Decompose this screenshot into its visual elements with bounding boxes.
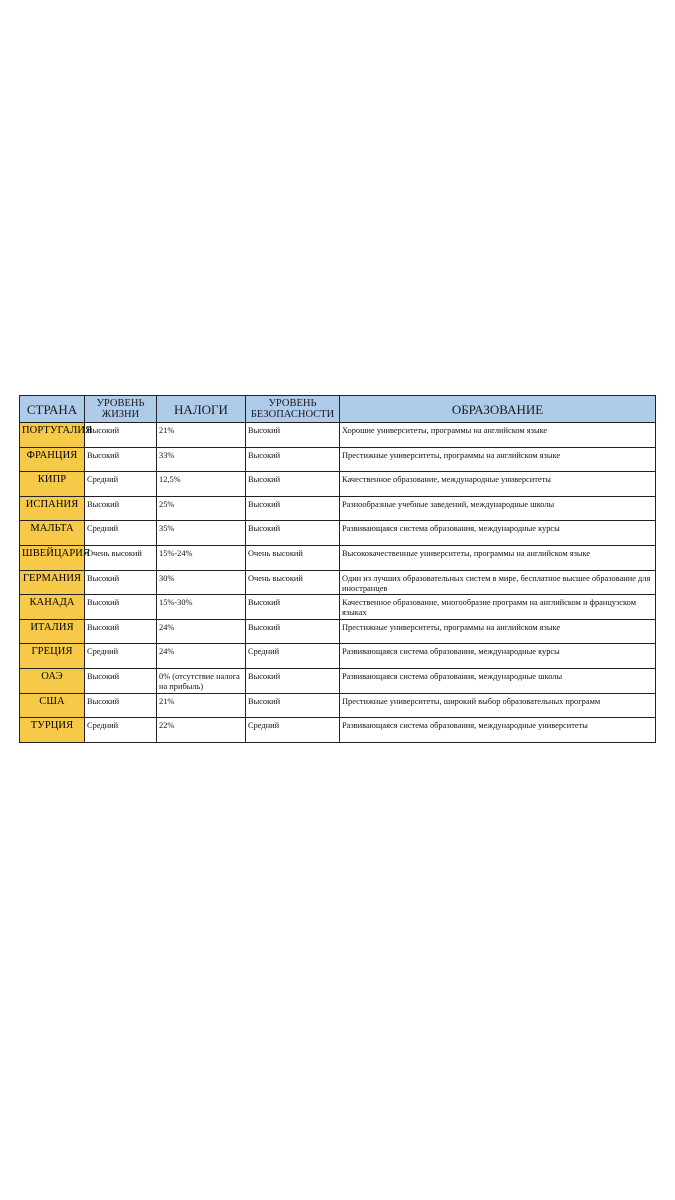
education-cell: Престижные университеты, широкий выбор образовательных программ <box>340 693 656 718</box>
safety-cell: Высокий <box>246 447 340 472</box>
safety-cell: Средний <box>246 718 340 743</box>
country-cell: КАНАДА <box>20 595 85 620</box>
taxes-cell: 24% <box>157 644 246 669</box>
safety-cell: Высокий <box>246 496 340 521</box>
safety-cell: Высокий <box>246 521 340 546</box>
education-cell: Разнообразные учебные заведений, международные школы <box>340 496 656 521</box>
table-row <box>20 472 656 497</box>
country-cell: ГРЕЦИЯ <box>20 644 85 669</box>
living-standard-cell: Средний <box>85 472 157 497</box>
country-cell: ОАЭ <box>20 668 85 693</box>
taxes-cell: 21% <box>157 423 246 448</box>
table-row <box>20 693 656 718</box>
taxes-cell: 12,5% <box>157 472 246 497</box>
country-cell: ИТАЛИЯ <box>20 619 85 644</box>
taxes-cell: 22% <box>157 718 246 743</box>
country-cell: ПОРТУГАЛИЯ <box>20 423 85 448</box>
safety-cell: Высокий <box>246 472 340 497</box>
education-cell: Качественное образование, международные университеты <box>340 472 656 497</box>
taxes-cell: 15%-30% <box>157 595 246 620</box>
education-cell: Качественное образование, многообразие программ на английском и французском языках <box>340 595 656 620</box>
table-row <box>20 668 656 693</box>
living-standard-cell: Средний <box>85 718 157 743</box>
education-cell: Развивающаяся система образования, международные школы <box>340 668 656 693</box>
living-standard-cell: Высокий <box>85 423 157 448</box>
table-row <box>20 570 656 595</box>
table-row <box>20 521 656 546</box>
living-standard-cell: Очень высокий <box>85 545 157 570</box>
header-taxes: НАЛОГИ <box>157 396 246 423</box>
safety-cell: Высокий <box>246 595 340 620</box>
safety-cell: Средний <box>246 644 340 669</box>
table-row <box>20 545 656 570</box>
header-row <box>20 396 656 423</box>
table-row <box>20 644 656 669</box>
safety-cell: Высокий <box>246 423 340 448</box>
country-cell: МАЛЬТА <box>20 521 85 546</box>
living-standard-cell: Средний <box>85 644 157 669</box>
taxes-cell: 24% <box>157 619 246 644</box>
comparison-table-container <box>19 395 655 743</box>
country-cell: ФРАНЦИЯ <box>20 447 85 472</box>
safety-cell: Высокий <box>246 693 340 718</box>
header-safety: УРОВЕНЬ БЕЗОПАСНОСТИ <box>246 396 340 423</box>
taxes-cell: 35% <box>157 521 246 546</box>
living-standard-cell: Высокий <box>85 496 157 521</box>
education-cell: Развивающаяся система образования, международные курсы <box>340 521 656 546</box>
header-country: СТРАНА <box>20 396 85 423</box>
taxes-cell: 33% <box>157 447 246 472</box>
safety-cell: Очень высокий <box>246 570 340 595</box>
living-standard-cell: Средний <box>85 521 157 546</box>
education-cell: Развивающаяся система образования, международные университеты <box>340 718 656 743</box>
safety-cell: Высокий <box>246 619 340 644</box>
living-standard-cell: Высокий <box>85 668 157 693</box>
taxes-cell: 15%-24% <box>157 545 246 570</box>
education-cell: Один из лучших образовательных систем в мире, бесплатное высшее образование для иностранцев <box>340 570 656 595</box>
education-cell: Престижные университеты, программы на английском языке <box>340 619 656 644</box>
header-education: ОБРАЗОВАНИЕ <box>340 396 656 423</box>
country-cell: ТУРЦИЯ <box>20 718 85 743</box>
country-comparison-table <box>19 395 656 743</box>
taxes-cell: 30% <box>157 570 246 595</box>
country-cell: США <box>20 693 85 718</box>
taxes-cell: 25% <box>157 496 246 521</box>
taxes-cell: 0% (отсутствие налога на прибыль) <box>157 668 246 693</box>
education-cell: Развивающаяся система образования, международные курсы <box>340 644 656 669</box>
living-standard-cell: Высокий <box>85 693 157 718</box>
header-living-standard: УРОВЕНЬ ЖИЗНИ <box>85 396 157 423</box>
table-row <box>20 447 656 472</box>
living-standard-cell: Высокий <box>85 447 157 472</box>
table-row <box>20 496 656 521</box>
table-row <box>20 718 656 743</box>
safety-cell: Очень высокий <box>246 545 340 570</box>
living-standard-cell: Высокий <box>85 619 157 644</box>
education-cell: Высококачественные университеты, программы на английском языке <box>340 545 656 570</box>
table-row <box>20 619 656 644</box>
safety-cell: Высокий <box>246 668 340 693</box>
country-cell: ГЕРМАНИЯ <box>20 570 85 595</box>
education-cell: Престижные университеты, программы на английском языке <box>340 447 656 472</box>
country-cell: КИПР <box>20 472 85 497</box>
taxes-cell: 21% <box>157 693 246 718</box>
table-row <box>20 595 656 620</box>
education-cell: Хорошие университеты, программы на английском языке <box>340 423 656 448</box>
table-row <box>20 423 656 448</box>
living-standard-cell: Высокий <box>85 595 157 620</box>
country-cell: ИСПАНИЯ <box>20 496 85 521</box>
living-standard-cell: Высокий <box>85 570 157 595</box>
country-cell: ШВЕЙЦАРИЯ <box>20 545 85 570</box>
